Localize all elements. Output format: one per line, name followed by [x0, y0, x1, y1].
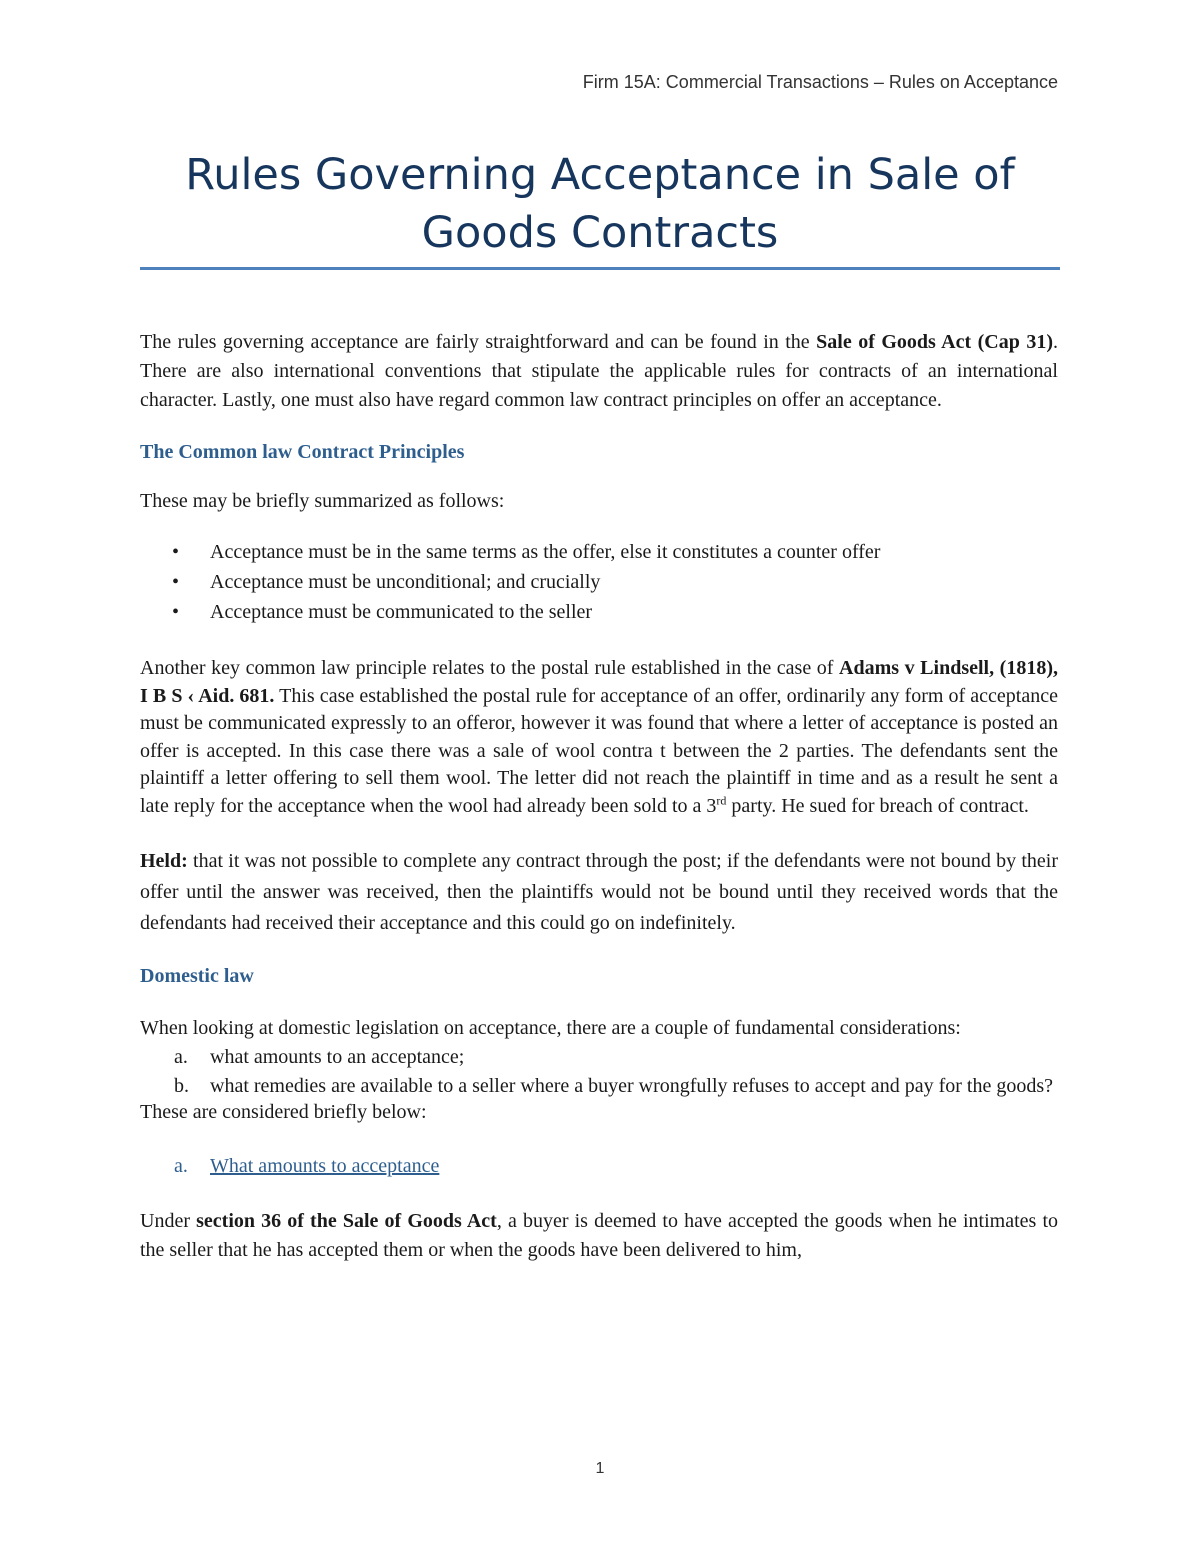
list-item: • Acceptance must be unconditional; and crucially — [140, 567, 1058, 597]
held-paragraph: Held: that it was not possible to complete any contract through the post; if the defendants were not bound by their offer until the answer was received, then the plaintiffs would not be bound until they received words that the defendants had received their acceptance and this could go on indefinitely. — [140, 850, 1058, 934]
section-heading-common-law: The Common law Contract Principles — [140, 441, 465, 463]
postal-rule-paragraph: Another key common law principle relates to the postal rule established in the case of Adams v Lindsell, (1818), I B S ‹ Aid. 681. This case established the postal rule for acceptance of an offer, ordinarily any form of acceptance must be communicated expressly to an offeror, however it was found that where a letter of acceptance is posted an offer is accepted. In this case there was a sale of wool contra t between the 2 parties. The defendants sent the plaintiff a letter offering to sell them wool. The letter did not reach the plaintiff in time and as a result he sent a late reply for the acceptance when the wool had already been sold to a 3rd party. He sued for breach of contract. — [140, 657, 1058, 817]
intro-text-1: The rules governing acceptance are fairly straightforward and can be found in the — [140, 331, 817, 353]
title-line-1: Rules Governing Acceptance in Sale of — [185, 150, 1015, 200]
section-heading-domestic-law: Domestic law — [140, 965, 254, 987]
bullet-icon: • — [172, 601, 180, 623]
list-item: a. what amounts to an acceptance; — [174, 1046, 465, 1068]
title-underline-rule — [140, 267, 1060, 270]
case-citation: Adams v Lindsell, (1818), I B S ‹ Aid. 681. — [140, 657, 1058, 707]
domestic-lead: When looking at domestic legislation on acceptance, there are a couple of fundamental considerations: — [140, 1017, 961, 1039]
page-number: 1 — [595, 1460, 605, 1477]
list-item: • Acceptance must be in the same terms as the offer, else it constitutes a counter offer — [140, 537, 1058, 567]
title-line-2: Goods Contracts — [421, 208, 779, 258]
subheading-link[interactable]: What amounts to acceptance — [210, 1155, 440, 1177]
section-36-reference: section 36 of the Sale of Goods Act — [196, 1210, 497, 1232]
considerations-list — [140, 1043, 1058, 1101]
list-item: • Acceptance must be communicated to the seller — [140, 597, 1058, 627]
bullet-icon: • — [172, 541, 180, 563]
document-title — [140, 146, 1060, 262]
intro-act-name: Sale of Goods Act (Cap 31) — [816, 331, 1053, 353]
document-body — [140, 328, 1058, 1265]
intro-text-2: . There are also international conventions that stipulate the applicable rules for contracts of an international character. Lastly, one must also have regard common law contract principles on offer an acceptance. — [140, 331, 1058, 411]
bullet-icon: • — [172, 571, 180, 593]
considered-below: These are considered briefly below: — [140, 1101, 427, 1123]
running-header: Firm 15A: Commercial Transactions – Rules on Acceptance — [582, 72, 1058, 92]
held-label: Held: — [140, 850, 188, 872]
intro-paragraph — [140, 328, 1058, 415]
summary-lead: These may be briefly summarized as follows: — [140, 490, 505, 512]
list-item: b. what remedies are available to a seller where a buyer wrongfully refuses to accept and pay for the goods? — [174, 1075, 1053, 1097]
principles-list — [140, 537, 1058, 627]
section-36-paragraph: Under section 36 of the Sale of Goods Act, a buyer is deemed to have accepted the goods when he intimates to the seller that he has accepted them or when the goods have been delivered to him, — [140, 1210, 1059, 1261]
subheading-what-amounts: a. What amounts to acceptance — [174, 1155, 440, 1177]
